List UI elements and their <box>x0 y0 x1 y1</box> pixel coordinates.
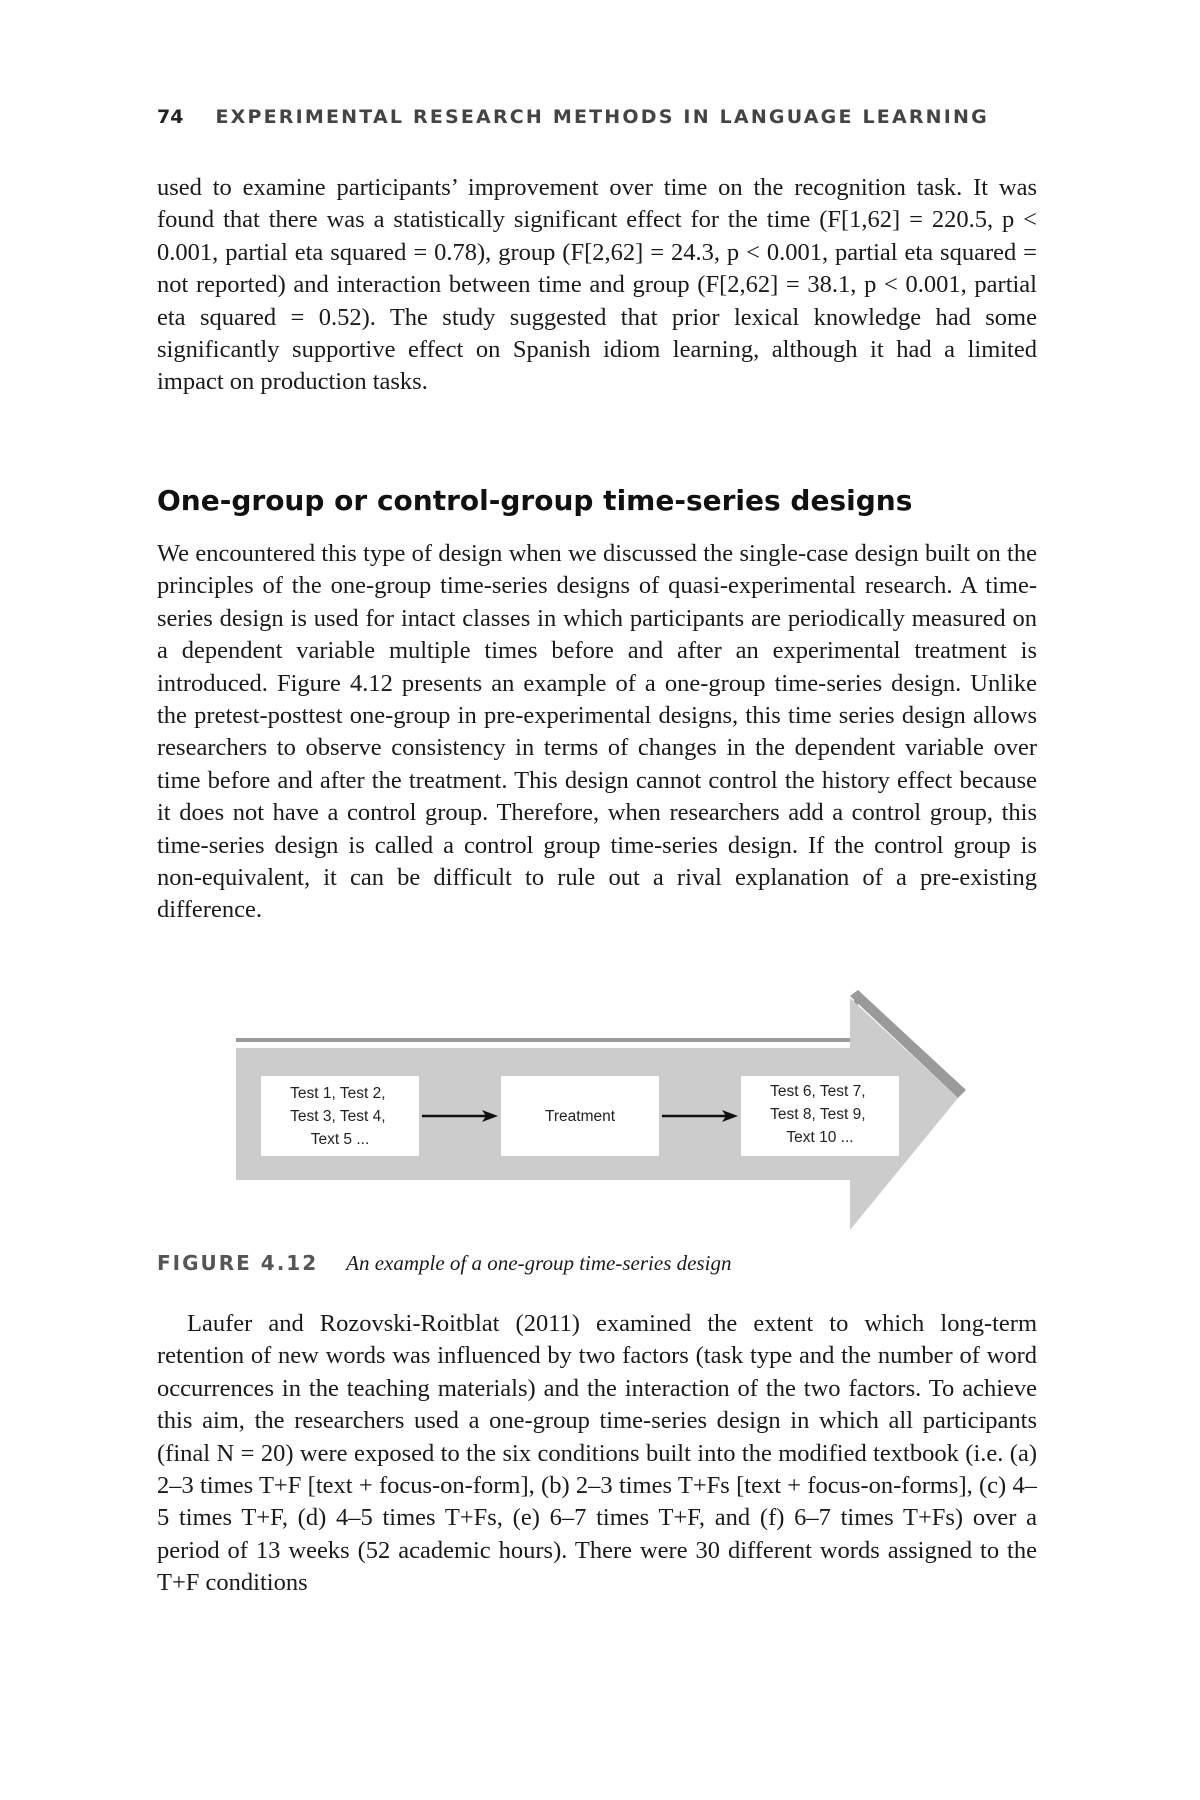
post-tests-line-3: Text 10 ... <box>786 1129 854 1146</box>
paragraph-time-series-intro: We encountered this type of design when we discussed the single-case design built on the principles of the one-group time-series designs of quasi-experimental research. A time-series design is used for intact classes in which participants are periodically measured on a dependent variable multiple times before and after an experimental treatment is introduced. Figure 4.12 presents an example of a one-group time-series design. Unlike the pretest-posttest one-group in pre-experimental designs, this time series design allows researchers to observe consistency in terms of changes in the dependent variable over time before and after the treatment. This design cannot control the history effect because it does not have a control group. Therefore, when researchers add a control group, this time-series design is called a control group time-series design. If the control group is non-equivalent, it can be difficult to rule out a rival explanation of a pre-existing difference. <box>157 540 1037 924</box>
running-title: EXPERIMENTAL RESEARCH METHODS IN LANGUAGE LEARNING <box>215 106 989 128</box>
post-tests-line-1: Test 6, Test 7, <box>770 1083 866 1100</box>
pre-tests-line-2: Test 3, Test 4, <box>290 1108 386 1125</box>
treatment-label: Treatment <box>544 1108 616 1125</box>
figure-4-12 <box>230 990 970 1240</box>
pre-tests-line-3: Text 5 ... <box>310 1131 370 1148</box>
page-number: 74 <box>157 106 184 128</box>
figure-caption-text: An example of a one-group time-series design <box>346 1251 732 1275</box>
paragraph-laufer-study: Laufer and Rozovski-Roitblat (2011) examined the extent to which long-term retention of new words was influenced by two factors (task type and the number of word occurrences in the teaching materials) and the interaction of the two factors. To achieve this aim, the researchers used a one-group time-series design in which all participants (final N = 20) were exposed to the six conditions built into the modified textbook (i.e. (a) 2–3 times T+F [text + focus-on-form], (b) 2–3 times T+Fs [text + focus-on-forms], (c) 4–5 times T+F, (d) 4–5 times T+Fs, (e) 6–7 times T+F, and (f) 6–7 times T+Fs) over a period of 13 weeks (52 academic hours). There were 30 different words assigned to the T+F conditions <box>157 1310 1037 1597</box>
pre-tests-line-1: Test 1, Test 2, <box>290 1085 386 1102</box>
figure-caption <box>157 1251 731 1276</box>
running-header <box>157 106 1037 128</box>
section-heading: One-group or control-group time-series designs <box>157 484 913 517</box>
paragraph-continued: used to examine participants’ improvement over time on the recognition task. It was found that there was a statistically significant effect for the time (F[1,62] = 220.5, p < 0.001, partial eta squared = 0.78), group (F[2,62] = 24.3, p < 0.001, partial eta squared = not reported) and interaction between time and group (F[2,62] = 38.1, p < 0.001, partial eta squared = 0.52). The study suggested that prior lexical knowledge had some significantly supportive effect on Spanish idiom learning, although it had a limited impact on production tasks. <box>157 174 1037 396</box>
post-tests-line-2: Test 8, Test 9, <box>770 1106 866 1123</box>
time-series-diagram <box>230 990 970 1240</box>
figure-caption-label: FIGURE 4.12 <box>157 1251 319 1275</box>
